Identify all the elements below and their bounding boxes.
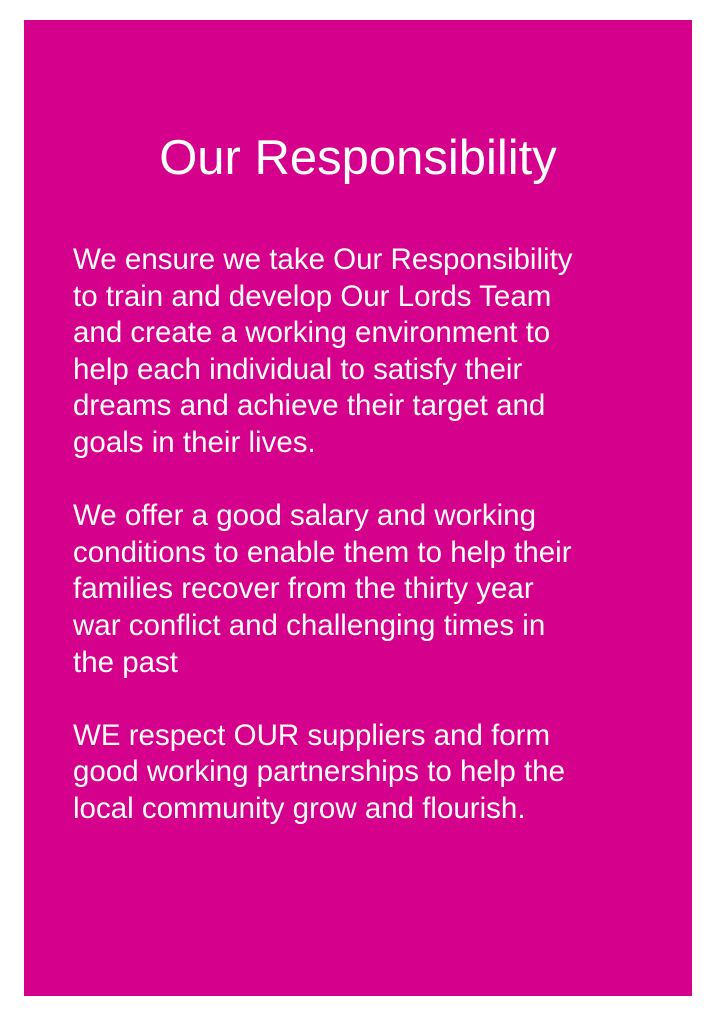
- paragraph-line: help each individual to satisfy their: [73, 352, 523, 386]
- page-title: Our Responsibility: [159, 131, 557, 185]
- paragraph-line: good working partnerships to help the: [73, 755, 565, 789]
- paragraph-line: We ensure we take Our Responsibility: [73, 243, 573, 276]
- paragraph-line: to train and develop Our Lords Team: [73, 279, 552, 313]
- paragraph-line: We offer a good salary and working: [73, 499, 536, 533]
- paragraph-line: local community grow and flourish.: [73, 791, 526, 825]
- paragraph-line: goals in their lives.: [73, 425, 316, 459]
- paragraph-line: WE respect OUR suppliers and form: [73, 718, 551, 752]
- body-text: [73, 242, 673, 864]
- content-panel: [24, 20, 692, 996]
- paragraph-salary: [73, 498, 673, 681]
- paragraph-line: and create a working environment to: [73, 316, 551, 350]
- paragraph-suppliers: [73, 718, 673, 828]
- paragraph-line: families recover from the thirty year: [73, 572, 534, 606]
- paragraph-line: the past: [73, 645, 178, 679]
- paragraph-training: [73, 242, 673, 462]
- paragraph-line: conditions to enable them to help their: [73, 535, 572, 569]
- paragraph-line: war conflict and challenging times in: [73, 608, 546, 642]
- paragraph-line: dreams and achieve their target and: [73, 389, 546, 423]
